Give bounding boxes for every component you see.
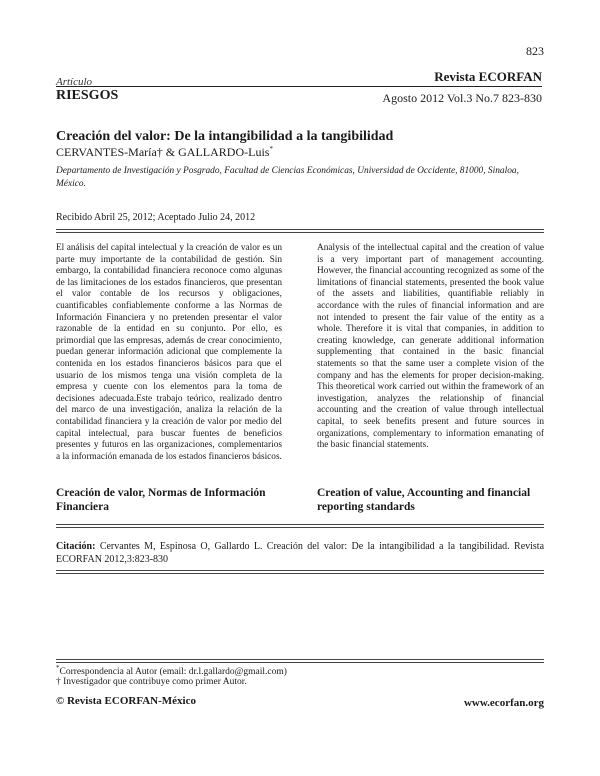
section-label: RIESGOS xyxy=(56,88,119,103)
article-label: Artículo xyxy=(56,76,93,88)
citation-text: Cervantes M, Espinosa O, Gallardo L. Creación del valor: De la intangibilidad a la tangibilidad. Revista ECORFAN 2012,3:823-830 xyxy=(56,541,545,565)
journal-name: Revista ECORFAN xyxy=(434,69,542,84)
footnote-mark: * xyxy=(56,664,60,672)
affiliation: Departamento de Investigación y Posgrado, Facultad de Ciencias Económicas, Universidad de Occidente, 81000, Sinaloa, México. xyxy=(56,166,519,189)
page-number: 823 xyxy=(526,44,544,58)
footnote-divider xyxy=(56,659,544,660)
abstract-spanish: El análisis del capital intelectual y la creación de valor es un parte muy importante de la contabilidad de gestión. Sin embargo, la contabilidad financiera reconoce como algunas de las limitaciones de los estados financieros, que presentan el valor contable de los recursos y obligaciones, cuantificables confiablemente conforme a las Normas de Información Financiera y no pretenden presentar el valor razonable de la entidad en su conjunto. Por ello, es primordial que las empresas, además de crear conocimiento, puedan generar información adicional que complemente la contenida en los estados financieros básicos para que el usuario de los mismos tenga una visión completa de la empresa y cuente con los elementos para la toma de decisiones adecuada.Este trabajo teórico, realizado dentro del marco de una investigación, analiza la relación de la contabilidad financiera y la creación de valor por medio del capital intelectual, para buscar fuentes de beneficios presentes y futuros en las organizaciones, complementarios a la información emanada de los estados financieros básicos. xyxy=(56,243,282,462)
keywords-spanish: Creación de valor, Normas de Información Financiera xyxy=(56,487,266,513)
citation-label: Citación: xyxy=(56,541,96,552)
author-names: CERVANTES-María† & GALLARDO-Luis xyxy=(56,145,270,159)
divider xyxy=(56,570,544,571)
abstract-english: Analysis of the intellectual capital and the creation of value is a very important part of management accounting. However, the financial accounting recognized as some of the limitations of financial statements, presented the book value of the assets and liabilities, quantifiable reliably in accordance with the rules of financial information and are not intended to present the fair value of the entity as a whole. Therefore it is vital that companies, in addition to creating knowledge, can generate additional information supplementing that contained in the basic financial statements so that the same user a complete vision of the company and has the elements for proper decision-making. This theoretical work carried out within the framework of an investigation, analyzes the relationship of financial accounting and the creation of value through intellectual capital, to seek benefits present and future sources in organizations, complementary to information emanating of the basic financial statements. xyxy=(317,243,544,451)
footnote-investigator: † Investigador que contribuye como primer Autor. xyxy=(56,677,247,687)
paper-title: Creación del valor: De la intangibilidad a la tangibilidad xyxy=(56,129,394,144)
footer-copyright: © Revista ECORFAN-México xyxy=(56,695,196,707)
journal-header xyxy=(56,70,542,87)
citation xyxy=(56,541,544,566)
footer-website[interactable]: www.ecorfan.org xyxy=(463,697,544,709)
divider xyxy=(56,229,544,230)
received-dates: Recibido Abril 25, 2012; Aceptado Julio 24, 2012 xyxy=(56,212,256,223)
authors xyxy=(56,145,273,160)
correspondence-text: Correspondencia al Autor (email: dr.l.gallardo@gmail.com) xyxy=(59,667,287,678)
author-mark: * xyxy=(269,145,273,153)
divider xyxy=(56,524,544,525)
issue-info: Agosto 2012 Vol.3 No.7 823-830 xyxy=(382,91,542,105)
keywords-english: Creation of value, Accounting and financial reporting standards xyxy=(317,487,531,513)
footnote-correspondence xyxy=(56,664,287,677)
